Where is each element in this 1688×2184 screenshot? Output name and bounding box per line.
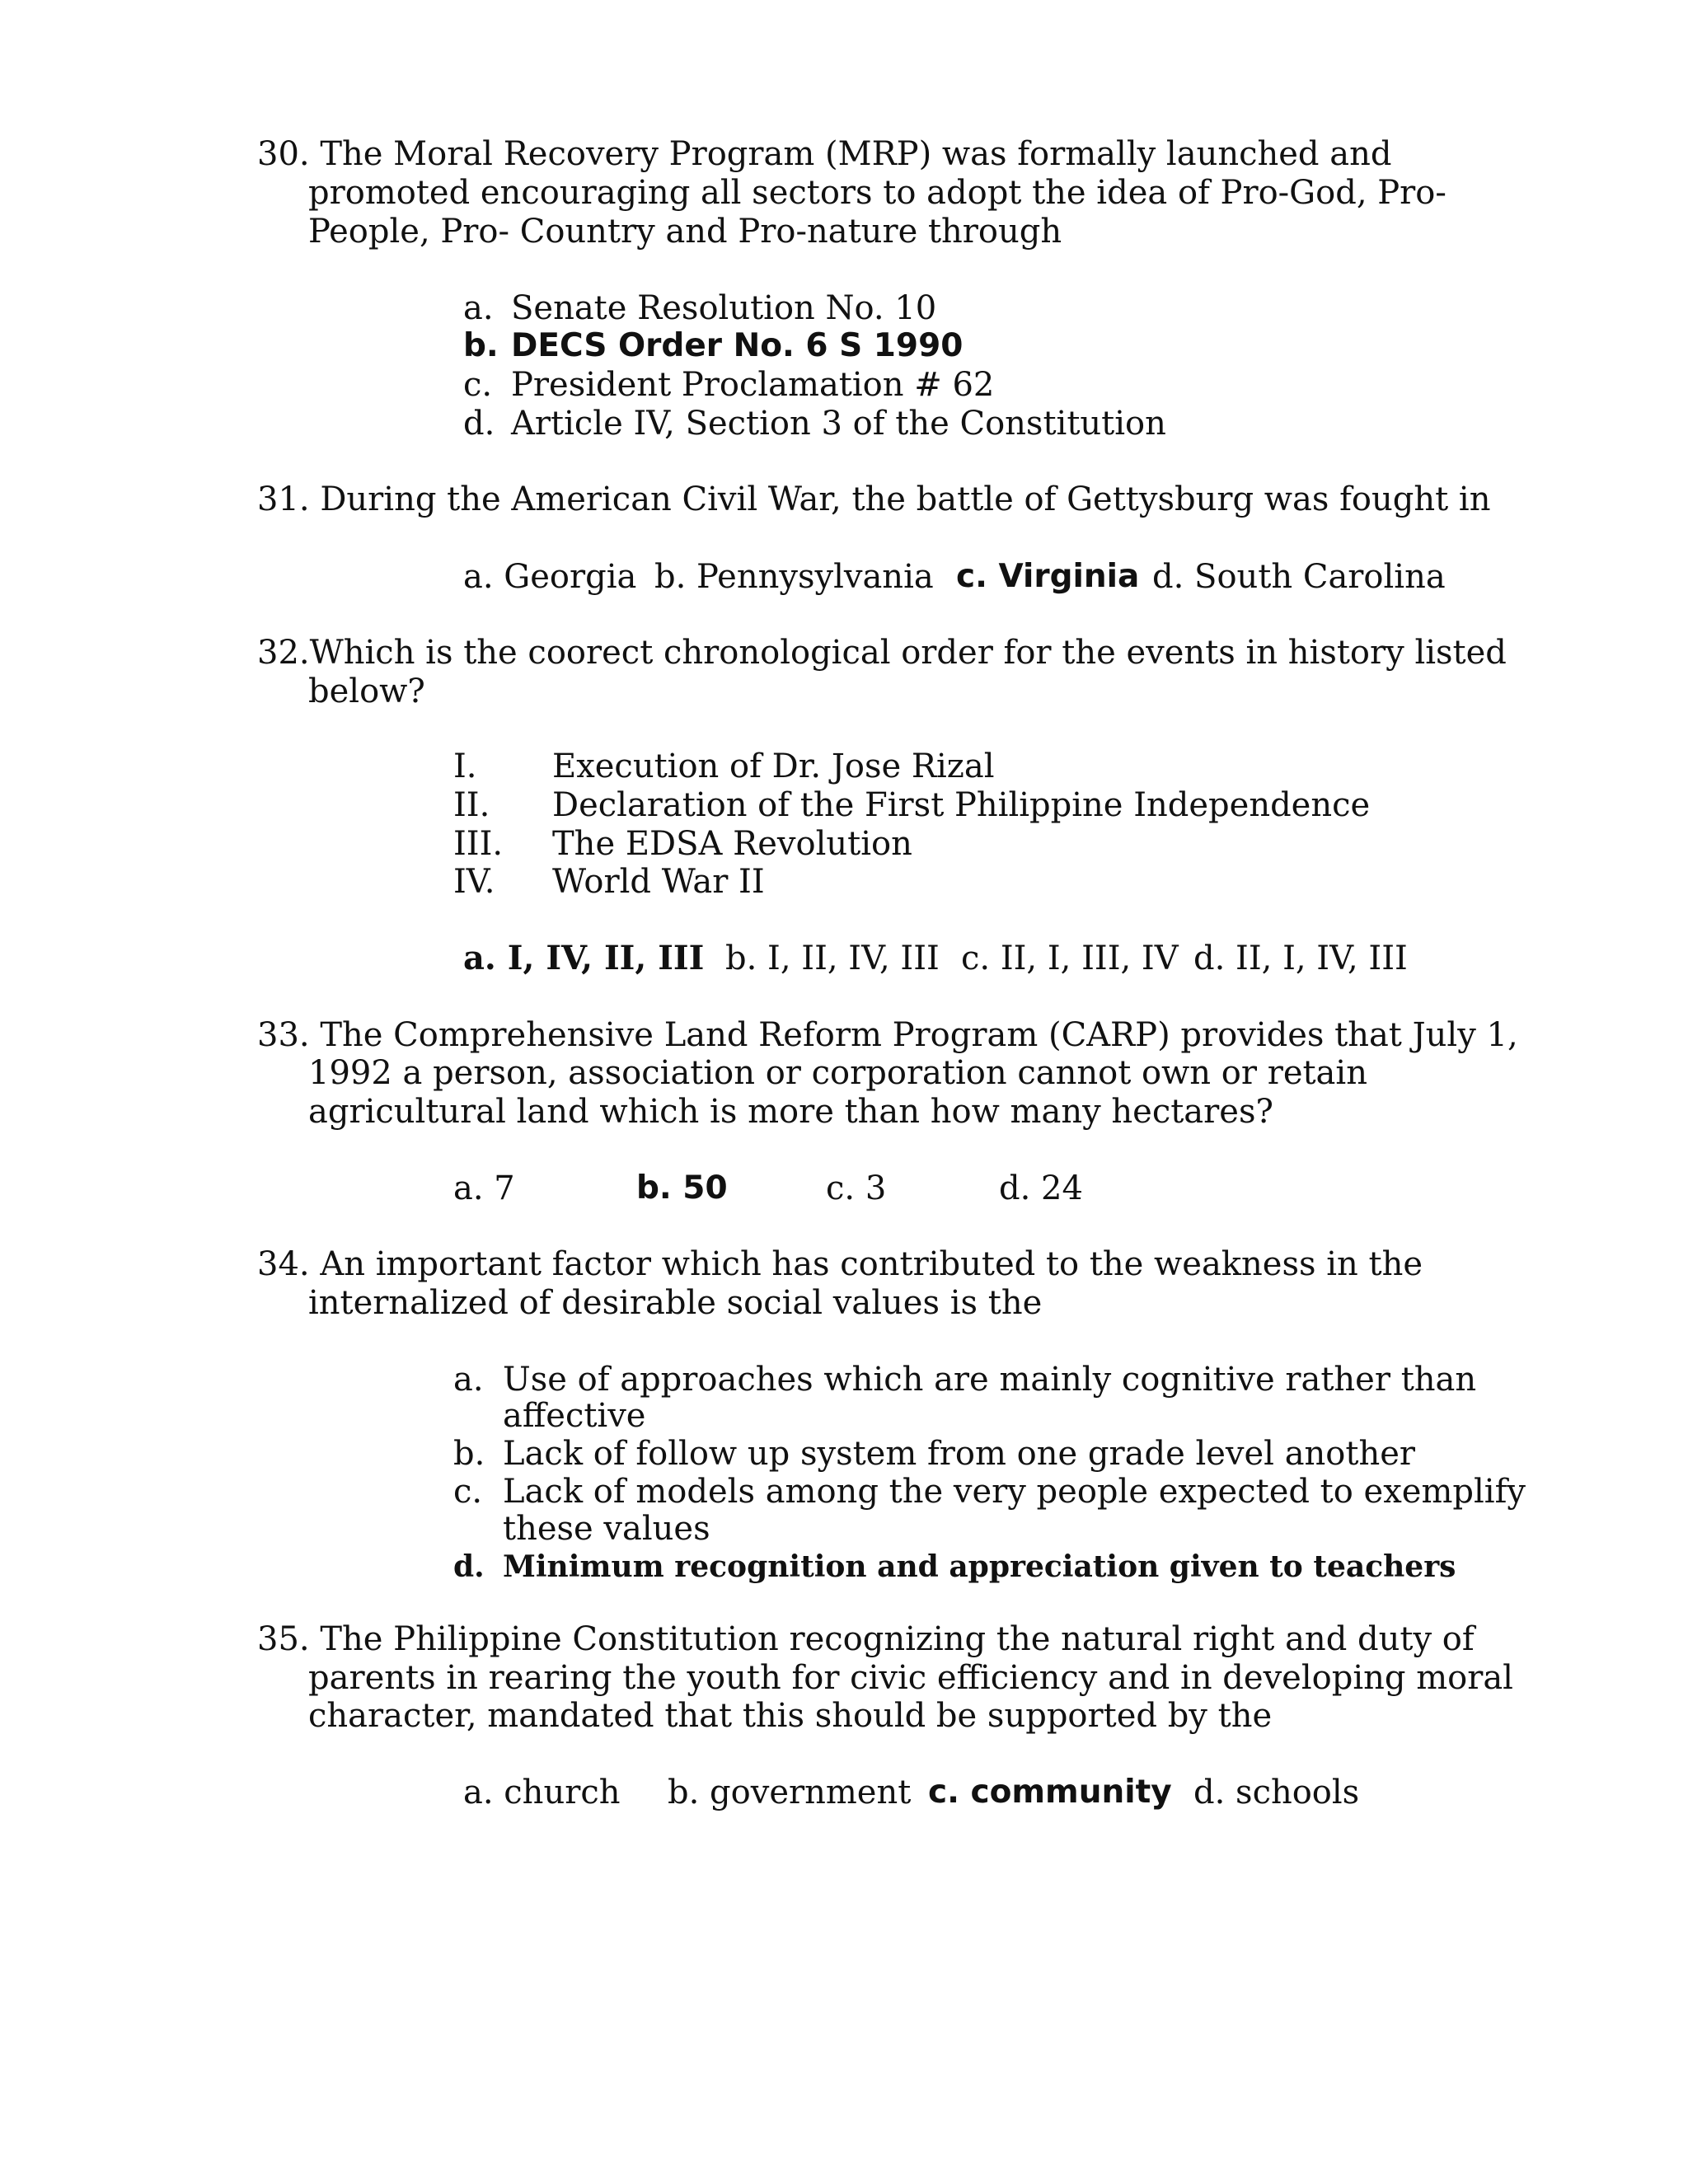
question-31-option-d: d. South Carolina: [1152, 558, 1446, 596]
question-31-option-c-correct: c. Virginia: [956, 558, 1140, 595]
option-letter: d.: [453, 1549, 485, 1584]
question-34-option-c: [453, 1472, 1526, 1511]
question-35-option-d: d. schools: [1193, 1774, 1360, 1811]
question-35-option-c-correct: c. community: [928, 1774, 1172, 1811]
question-34-option-b: [453, 1434, 1416, 1474]
event-text: World War II: [552, 863, 765, 901]
option-letter: a.: [463, 289, 494, 327]
option-text: Lack of follow up system from one grade level another: [503, 1435, 1416, 1473]
option-text: Use of approaches which are mainly cognitive rather than: [503, 1361, 1477, 1399]
option-letter: c.: [453, 1473, 483, 1511]
event-text: The EDSA Revolution: [552, 825, 912, 863]
question-30-stem-line-1: [257, 134, 1391, 174]
event-numeral: IV.: [453, 863, 495, 901]
event-numeral: I.: [453, 748, 477, 785]
question-number: 32.: [257, 634, 310, 672]
question-35-option-b: b. government: [668, 1774, 912, 1811]
event-4: [453, 862, 765, 902]
question-text: During the American Civil War, the battle of Gettysburg was fought in: [320, 480, 1491, 518]
option-text: President Proclamation # 62: [511, 366, 995, 404]
question-34-option-a: [453, 1360, 1477, 1399]
question-30-stem-line-2: promoted encouraging all sectors to adopt the idea of Pro-God, Pro-: [308, 174, 1447, 212]
event-1: [453, 747, 995, 786]
question-text: The Comprehensive Land Reform Program (CARP) provides that July 1,: [320, 1016, 1518, 1054]
event-3: [453, 824, 912, 864]
question-35-stem-line-1: [257, 1619, 1475, 1659]
question-30-option-d: [463, 404, 1166, 443]
option-text: Lack of models among the very people expected to exemplify: [503, 1473, 1526, 1511]
question-32-option-a-correct: a. I, IV, II, III: [463, 939, 705, 977]
question-31-option-a: a. Georgia: [463, 558, 637, 596]
question-33-stem-line-3: agricultural land which is more than how many hectares?: [308, 1093, 1273, 1131]
question-33-option-d: d. 24: [999, 1169, 1083, 1207]
question-34-option-c-continued: these values: [503, 1510, 710, 1548]
question-text: Which is the coorect chronological order for the events in history listed: [309, 634, 1507, 672]
question-35-stem-line-3: character, mandated that this should be supported by the: [308, 1697, 1273, 1735]
question-34-option-d-correct: [453, 1547, 1456, 1586]
event-numeral: II.: [453, 786, 490, 824]
question-number: 33.: [257, 1016, 310, 1054]
question-number: 35.: [257, 1620, 310, 1658]
option-text: Minimum recognition and appreciation given to teachers: [503, 1549, 1456, 1584]
question-number: 34.: [257, 1245, 310, 1283]
question-34-stem-line-1: [257, 1244, 1423, 1284]
question-35-stem-line-2: parents in rearing the youth for civic efficiency and in developing moral: [308, 1659, 1513, 1697]
question-32-option-b: b. I, II, IV, III: [725, 940, 940, 977]
question-33-option-b-correct: b. 50: [636, 1169, 728, 1207]
question-30-option-b-correct: [463, 326, 964, 366]
question-number: 31.: [257, 480, 310, 518]
option-letter: d.: [463, 405, 495, 443]
event-numeral: III.: [453, 825, 504, 863]
question-32-option-d: d. II, I, IV, III: [1193, 940, 1408, 977]
event-text: Declaration of the First Philippine Independence: [552, 786, 1371, 824]
option-text: Article IV, Section 3 of the Constitution: [511, 405, 1166, 443]
question-32-stem-line-1: [257, 633, 1507, 673]
question-32-stem-line-2: below?: [308, 673, 425, 710]
question-33-stem-line-1: [257, 1015, 1518, 1055]
option-text: DECS Order No. 6 S 1990: [511, 327, 964, 364]
question-text: The Philippine Constitution recognizing the natural right and duty of: [320, 1620, 1475, 1658]
question-35-option-a: a. church: [463, 1774, 621, 1811]
event-text: Execution of Dr. Jose Rizal: [552, 748, 995, 785]
question-text: An important factor which has contributed to the weakness in the: [320, 1245, 1423, 1283]
question-text: The Moral Recovery Program (MRP) was formally launched and: [320, 135, 1392, 173]
question-number: 30.: [257, 135, 310, 173]
question-34-option-a-continued: affective: [503, 1397, 646, 1435]
question-31-stem-line-1: [257, 480, 1490, 519]
option-text: Senate Resolution No. 10: [511, 289, 937, 327]
option-letter: c.: [463, 366, 493, 404]
option-letter: a.: [453, 1361, 484, 1399]
question-30-stem-line-3: People, Pro- Country and Pro-nature through: [308, 213, 1062, 251]
option-letter: b.: [453, 1435, 485, 1473]
question-33-option-a: a. 7: [453, 1169, 515, 1207]
option-letter: b.: [463, 327, 499, 364]
question-31-option-b: b. Pennysylvania: [654, 558, 934, 596]
question-32-option-c: c. II, I, III, IV: [961, 940, 1179, 977]
question-34-stem-line-2: internalized of desirable social values is the: [308, 1284, 1043, 1322]
question-30-option-c: [463, 365, 995, 405]
event-2: [453, 785, 1371, 825]
question-33-stem-line-2: 1992 a person, association or corporation cannot own or retain: [308, 1054, 1367, 1092]
question-33-option-c: c. 3: [826, 1169, 887, 1207]
question-30-option-a: [463, 288, 937, 328]
